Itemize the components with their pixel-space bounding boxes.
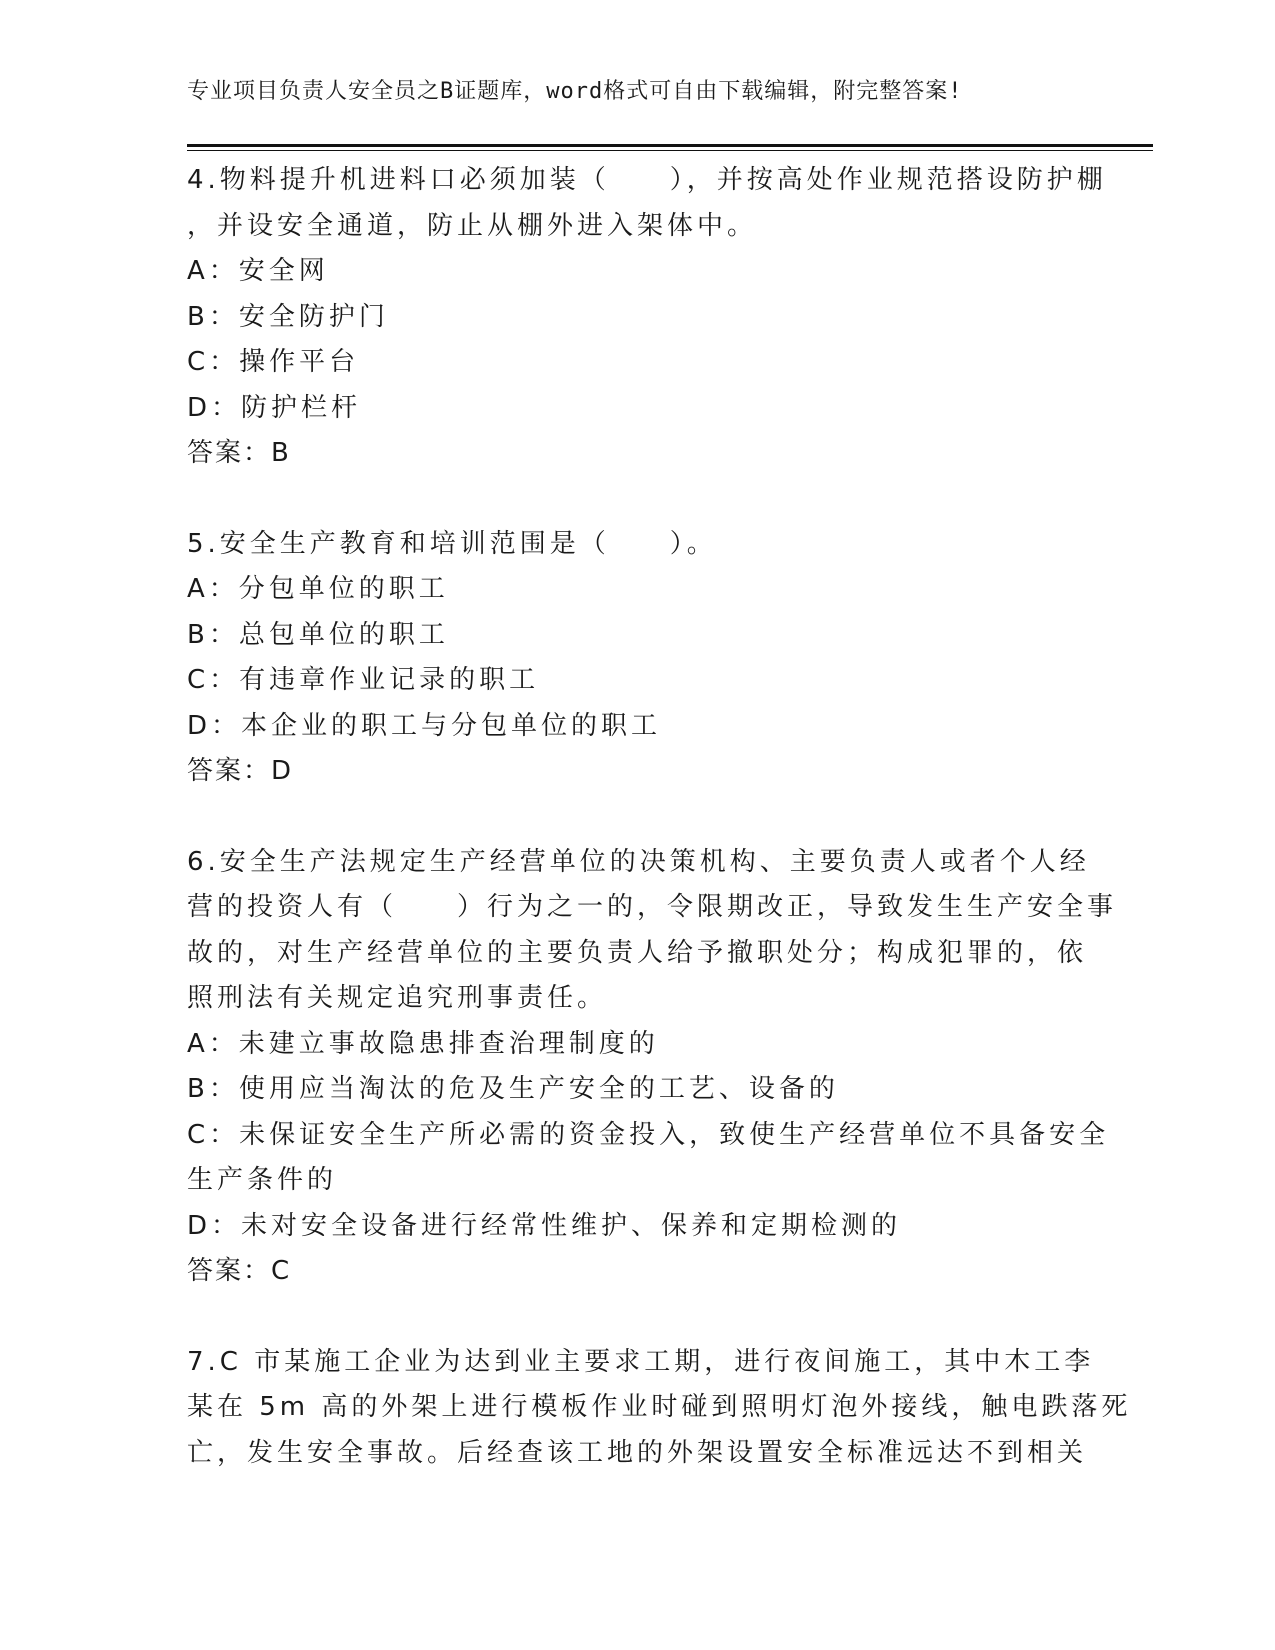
option-d: D：未对安全设备进行经常性维护、保养和定期检测的	[187, 1210, 902, 1241]
option-b: B：安全防护门	[187, 301, 389, 332]
question-block	[187, 158, 1107, 477]
question-stem-line: 故的，对生产经营单位的主要负责人给予撤职处分；构成犯罪的，依	[187, 937, 1088, 968]
page-header: 专业项目负责人安全员之B证题库，word格式可自由下载编辑，附完整答案!	[187, 79, 963, 104]
question-stem-line: 6.安全生产法规定生产经营单位的决策机构、主要负责人或者个人经	[187, 846, 1090, 877]
spacer	[187, 795, 1087, 840]
question-stem-line: 4.物料提升机进料口必须加装（ ），并按高处作业规范搭设防护棚	[187, 165, 1107, 195]
question-block	[187, 522, 1087, 795]
question-stem-line: 5.安全生产教育和培训范围是（ ）。	[187, 528, 717, 559]
answer-line: 答案：D	[187, 756, 294, 786]
option-d: D：防护栏杆	[187, 392, 362, 423]
header-rule-thick	[187, 144, 1153, 147]
spacer	[187, 1295, 1087, 1340]
option-a: A：未建立事故隐患排查治理制度的	[187, 1028, 659, 1059]
question-stem-line: 照刑法有关规定追究刑事责任。	[187, 983, 608, 1013]
header-rule-thin	[187, 150, 1153, 151]
question-block	[187, 840, 1118, 1295]
question-stem-line: 营的投资人有（ ）行为之一的，令限期改正，导致发生生产安全事	[187, 892, 1118, 922]
question-list	[187, 158, 1132, 1476]
option-a: A：分包单位的职工	[187, 574, 449, 604]
answer-line: 答案：C	[187, 1256, 292, 1286]
question-block	[187, 1340, 1132, 1477]
option-c: C：操作平台	[187, 347, 360, 377]
option-b: B：使用应当淘汰的危及生产安全的工艺、设备的	[187, 1074, 839, 1104]
option-b: B：总包单位的职工	[187, 619, 449, 650]
option-d: D：本企业的职工与分包单位的职工	[187, 710, 662, 741]
option-c: C：有违章作业记录的职工	[187, 665, 540, 695]
question-stem-line: ，并设安全通道，防止从棚外进入架体中。	[187, 210, 758, 241]
spacer	[187, 477, 1087, 522]
question-stem-line: 7.C 市某施工企业为达到业主要求工期，进行夜间施工，其中木工李	[187, 1346, 1095, 1377]
question-stem-line: 某在 5m 高的外架上进行模板作业时碰到照明灯泡外接线，触电跌落死	[187, 1392, 1132, 1422]
question-stem-line: 亡，发生安全事故。后经查该工地的外架设置安全标准远达不到相关	[187, 1437, 1088, 1468]
answer-line: 答案：B	[187, 438, 291, 468]
option-c-continuation: 生产条件的	[187, 1165, 338, 1195]
option-a: A：安全网	[187, 256, 329, 286]
option-c: C：未保证安全生产所必需的资金投入，致使生产经营单位不具备安全	[187, 1119, 1110, 1150]
